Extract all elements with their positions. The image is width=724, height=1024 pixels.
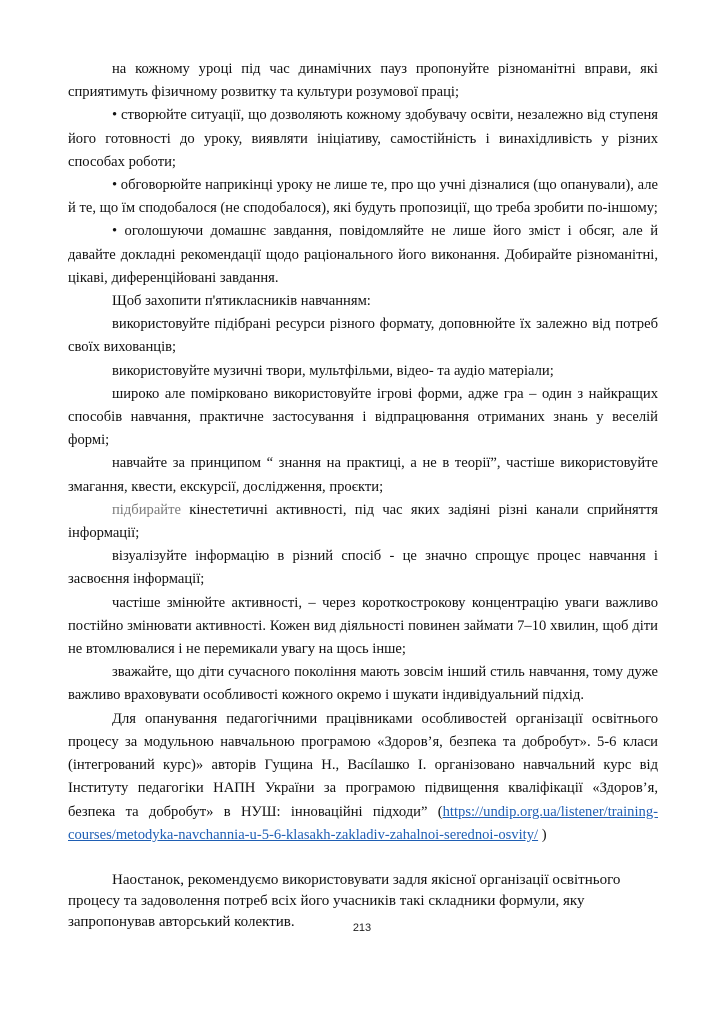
paragraph: на кожному уроці під час динамічних пауз пропонуйте різноманітні вправи, які сприятимуть фізичному розвитку та культури розумової праці; (68, 61, 658, 101)
paragraph-heading: Щоб захопити п'ятикласників навчанням: (112, 293, 371, 310)
spacer (68, 847, 658, 870)
course-text: Для опанування педагогічними працівниками особливостей організації освітнього процесу за модульною навчальною програмою «Здоров’я, безпека та добробут». 5-6 класи (інтегрований курс)» авторів Гущина Н., Васílашко І. організовано навчальний курс від Інституту педагогіки НАПН України за програмою підвищення кваліфікації «Здоров’я, безпека та добробут» в НУШ: інноваційні підходи” ( (68, 710, 658, 820)
bullet-item: • створюйте ситуації, що дозволяють кожному здобувачу освіти, незалежно від ступеня його готовності до уроку, виявляти ініціативу, самостійність і винахідливість у різних способах роботи; (68, 107, 658, 170)
list-item: використовуйте підібрані ресурси різного формату, доповнюйте їх залежно від потреб своїх вихованців; (68, 316, 658, 356)
bullet-item: • обговорюйте наприкінці уроку не лише те, про що учні дізналися (що опанували), але й те, що їм сподобалося (не сподобалося), які будуть пропозиції, що треба зробити по-іншому; (68, 177, 658, 217)
list-item-kinesthetic (68, 499, 658, 545)
bullet-item: • оголошуючи домашнє завдання, повідомляйте не лише його зміст і обсяг, але й давайте докладні рекомендації щодо раціонального його виконання. Добирайте різноманітні, цікаві, диференційовані завдання. (68, 223, 658, 286)
list-item: зважайте, що діти сучасного покоління мають зовсім інший стиль навчання, тому дуже важливо враховувати особливості кожного окремо і шукати індивідуальний підхід. (68, 664, 658, 704)
kinesthetic-text: кінестетичні активності, під час яких задіяні різні канали сприйняття інформації; (68, 501, 658, 542)
course-tail: ) (538, 826, 547, 843)
page-body (68, 58, 658, 933)
page-number: 213 (352, 922, 372, 934)
list-item: візуалізуйте інформацію в різний спосіб - це значно спрощує процес навчання і засвоєння інформації; (68, 548, 658, 588)
course-paragraph (68, 708, 658, 847)
final-paragraph: Наостанок, рекомендуємо використовувати задля якісної організації освітнього процесу та задоволення потреб всіх його учасників такі складники формули, яку запропонував авторський колектив. (68, 871, 621, 930)
list-item: широко але помірковано використовуйте ігрові форми, адже гра – один з найкращих способів навчання, практичне застосування і відпрацювання отриманих знань у веселій формі; (68, 385, 658, 449)
list-item: навчайте за принципом “ знання на практиці, а не в теорії”, частіше використовуйте змагання, квести, екскурсії, дослідження, проєкти; (68, 455, 658, 495)
list-item: частіше змінюйте активності, – через короткострокову концентрацію уваги важливо постійно змінювати активності. Кожен вид діяльності повинен займати 7–10 хвилин, щоб діти не втомлювалися і не перемикали увагу на щось інше; (68, 594, 658, 658)
gray-word: підбирайте (112, 501, 181, 518)
list-item: використовуйте музичні твори, мультфільми, відео- та аудіо матеріали; (112, 362, 554, 379)
course-link[interactable]: https://undip.org.ua/listener/training-courses/metodyka-navchannia-u-5-6-klasakh-zakladiv-zahalnoi-serednoi-osvity/ (68, 803, 658, 843)
